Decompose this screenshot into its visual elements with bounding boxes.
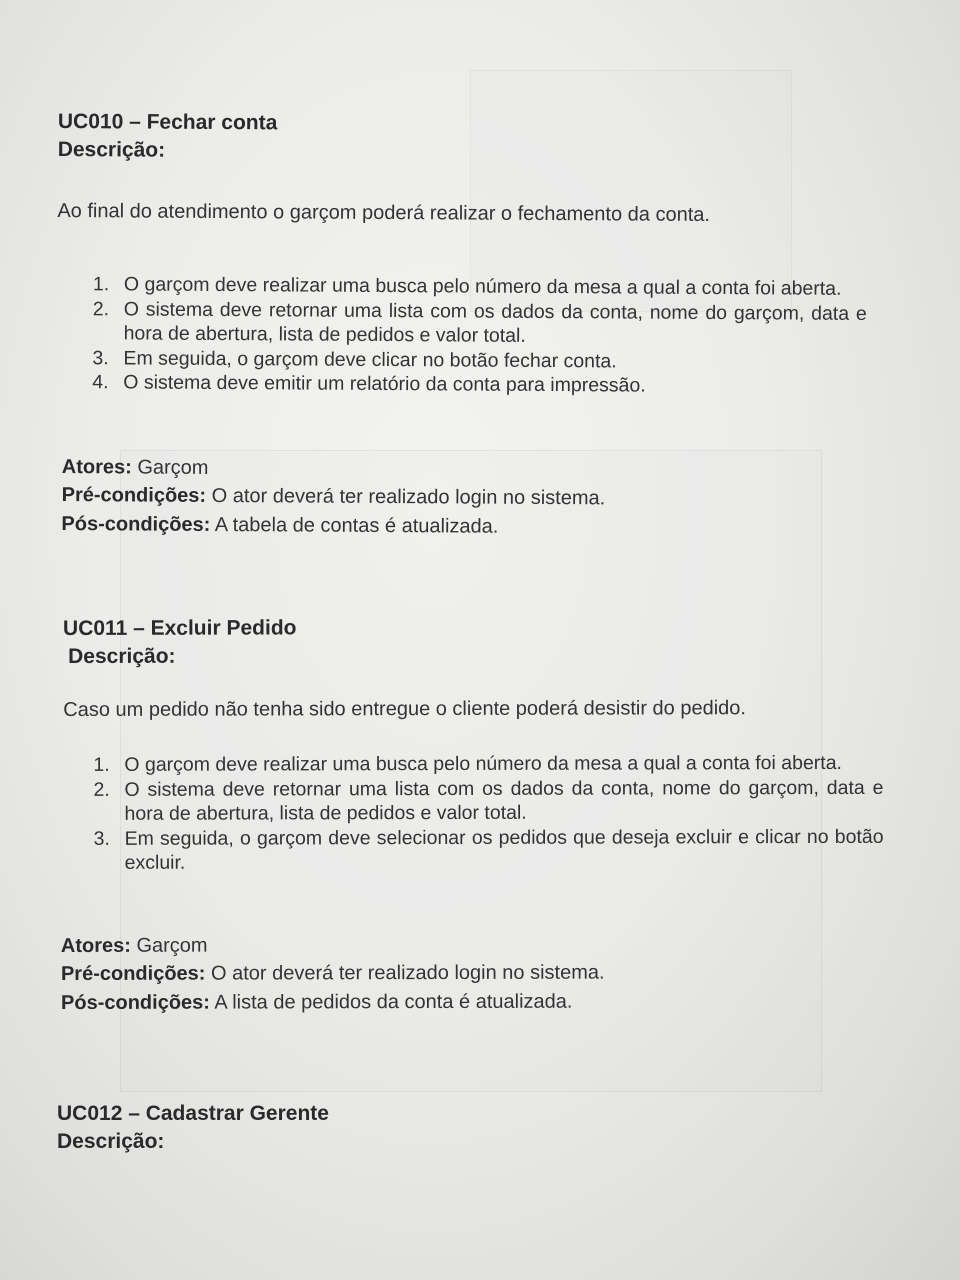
actors-value: Garçom [136,934,208,957]
step-number: 3. [92,346,109,369]
postconditions-value: A lista de pedidos da conta é atualizada. [214,990,573,1014]
preconditions-label: Pré-condições: [60,962,206,986]
description-label: Descrição: [68,644,176,668]
preconditions-label: Pré-condições: [61,484,207,507]
step-number: 1. [93,753,110,776]
list-item [93,297,867,351]
step-text: O sistema deve retornar uma lista com os dados da conta, nome do garçom, data e hora de abertura, lista de pedidos e valor total. [123,297,867,347]
step-number: 3. [93,827,110,850]
steps-list [93,751,883,876]
use-case-meta [61,453,876,543]
preconditions-value: O ator deverá ter realizado login no sistema. [210,961,605,985]
step-number: 4. [92,371,109,394]
step-text: O sistema deve retornar uma lista com os dados da conta, nome do garçom, data e hora de abertura, lista de pedidos e valor total. [124,776,884,825]
use-case-uc010 [55,108,878,543]
postconditions-value: A tabela de contas é atualizada. [214,513,499,538]
preconditions-value: O ator deverá ter realizado login no sistema. [211,484,606,510]
preconditions-line [61,958,894,989]
steps-list [92,272,867,399]
use-case-title: UC012 – Cadastrar Gerente [57,1102,329,1125]
list-item [93,751,883,778]
step-text: Em seguida, o garçom deve clicar no botão fechar conta. [123,346,617,372]
use-case-title: UC010 – Fechar conta [57,109,278,135]
description-text: Ao final do atendimento o garçom poderá realizar o fechamento da conta. [57,199,711,226]
actors-line [61,929,894,960]
step-number: 1. [92,273,110,296]
step-number: 2. [92,297,110,320]
step-text: Em seguida, o garçom deve selecionar os pedidos que deseja excluir e clicar no botão excluir. [124,825,884,874]
description-label: Descrição: [57,1130,165,1153]
use-case-meta [61,929,894,1017]
description-text: Caso um pedido não tenha sido entregue o cliente poderá desistir do pedido. [63,697,746,721]
step-text: O garçom deve realizar uma busca pelo número da mesa a qual a conta foi aberta. [124,751,842,776]
actors-label: Atores: [60,934,131,957]
step-text: O garçom deve realizar uma busca pelo número da mesa a qual a conta foi aberta. [123,273,842,300]
postconditions-line [61,510,875,543]
use-case-title: UC011 – Excluir Pedido [63,616,297,640]
use-case-uc012 [57,1100,877,1156]
postconditions-label: Pós-condições: [61,512,211,536]
actors-value: Garçom [137,455,209,479]
list-item [93,775,883,826]
preconditions-line [62,481,876,514]
step-number: 2. [93,778,110,801]
description-label: Descrição: [57,137,166,162]
list-item [92,370,866,399]
postconditions-line [61,986,894,1017]
list-item [94,824,884,875]
use-case-uc011 [60,613,894,1017]
postconditions-label: Pós-condições: [60,991,210,1014]
actors-label: Atores: [61,455,132,478]
step-text: O sistema deve emitir um relatório da conta para impressão. [123,371,646,397]
